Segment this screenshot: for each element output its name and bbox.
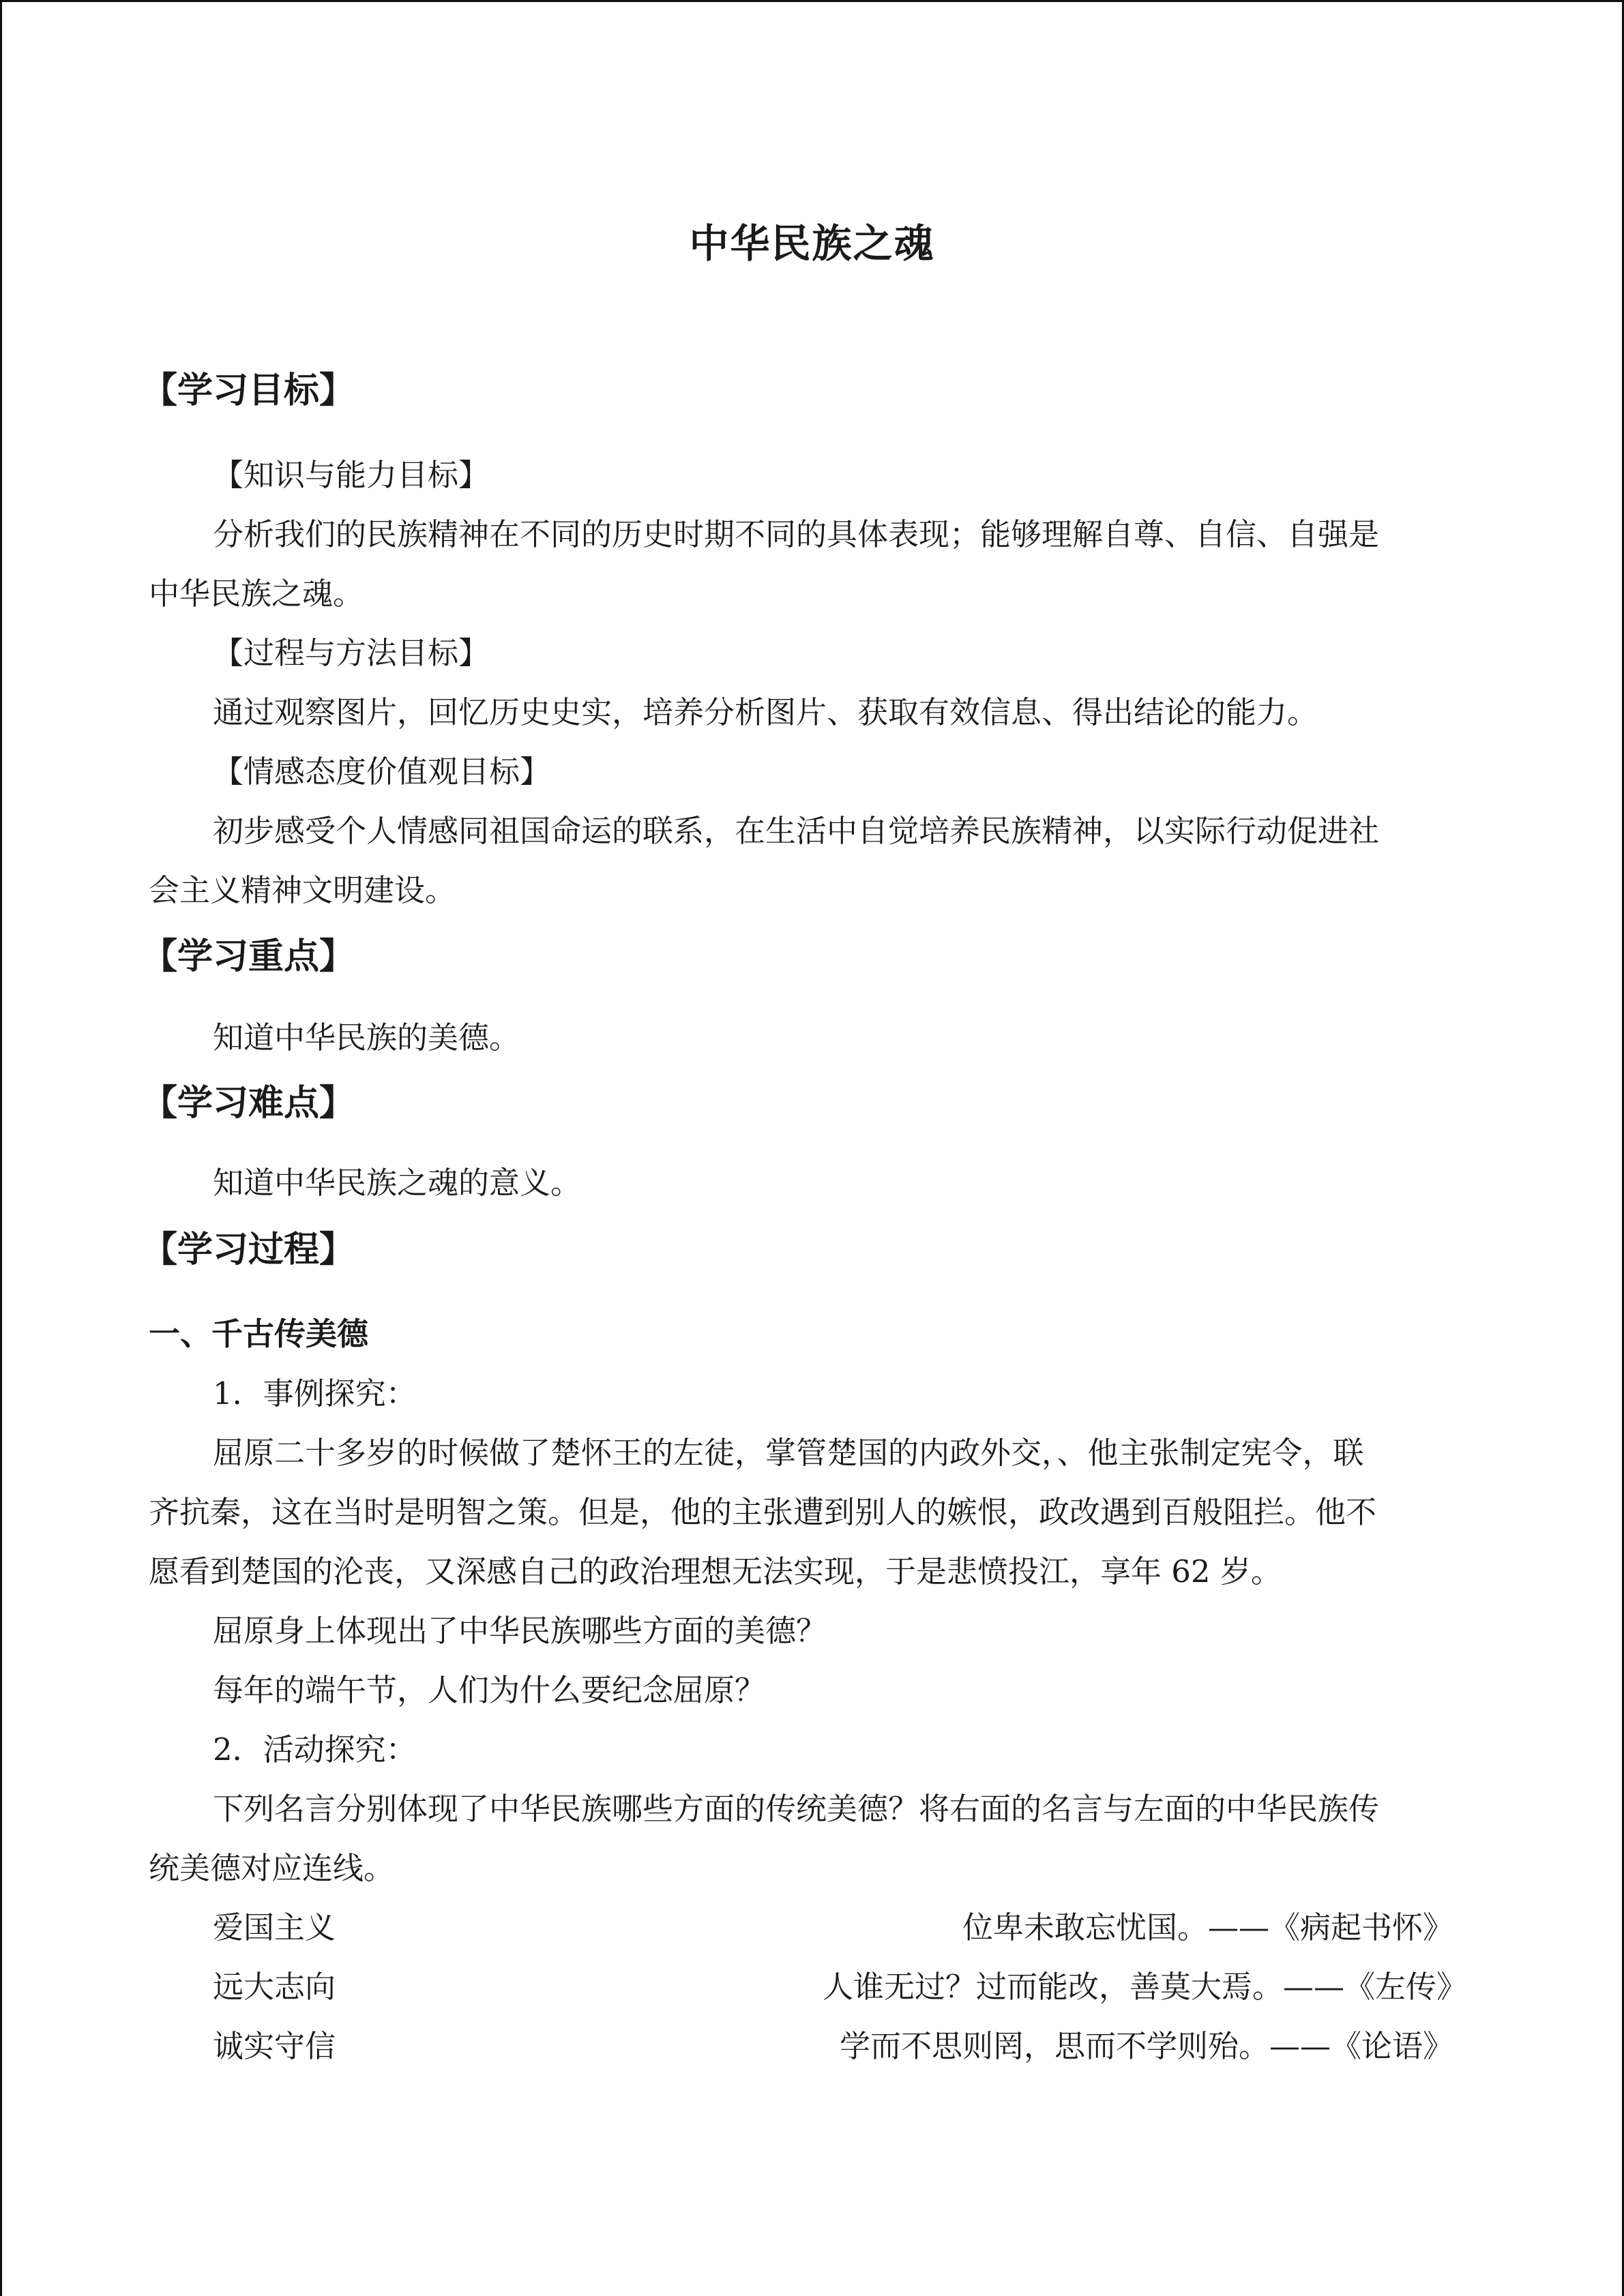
knowledge-goal-label: 【知识与能力目标】: [213, 457, 490, 493]
heading-difficulties: 【学习难点】: [142, 1083, 355, 1124]
heading-key-points: 【学习重点】: [142, 936, 355, 977]
process-goal-line-1: 通过观察图片，回忆历史史实，培养分析图片、获取有效信息、得出结论的能力。: [213, 694, 1318, 730]
question-2: 每年的端午节，人们为什么要纪念屈原？: [213, 1672, 766, 1708]
emotion-goal-line-1: 初步感受个人情感同祖国命运的联系，在生活中自觉培养民族精神，以实际行动促进社: [213, 813, 1380, 849]
story-line-2: 齐抗秦，这在当时是明智之策。但是，他的主张遭到别人的嫉恨，政改遇到百般阻拦。他不: [149, 1494, 1377, 1530]
emotion-goal-line-2: 会主义精神文明建设。: [149, 872, 456, 908]
quote-honesty: 学而不思则罔，思而不学则殆。——《论语》: [839, 2028, 1453, 2064]
difficulties-text: 知道中华民族之魂的意义。: [213, 1165, 582, 1201]
item2-label: 2．活动探究：: [213, 1731, 417, 1768]
activity-line-1: 下列名言分别体现了中华民族哪些方面的传统美德？将右面的名言与左面的中华民族传: [213, 1791, 1380, 1827]
emotion-goal-label: 【情感态度价值观目标】: [213, 754, 551, 790]
quote-ambition: 人谁无过？过而能改，善莫大焉。——《左传》: [822, 1969, 1467, 2005]
key-points-text: 知道中华民族的美德。: [213, 1019, 520, 1056]
heading-goals: 【学习目标】: [142, 370, 355, 411]
story-line-3: 愿看到楚国的沦丧，又深感自己的政治理想无法实现，于是悲愤投江，享年 62 岁。: [149, 1553, 1282, 1590]
virtue-patriotism: 爱国主义: [213, 1909, 336, 1945]
section1-title: 一、千古传美德: [149, 1315, 368, 1352]
activity-line-2: 统美德对应连线。: [149, 1850, 395, 1886]
item1-label: 1．事例探究：: [213, 1375, 417, 1412]
quote-patriotism: 位卑未敢忘忧国。——《病起书怀》: [962, 1909, 1453, 1945]
heading-process: 【学习过程】: [142, 1229, 355, 1270]
question-1: 屈原身上体现出了中华民族哪些方面的美德？: [213, 1613, 827, 1649]
process-goal-label: 【过程与方法目标】: [213, 635, 490, 671]
virtue-honesty: 诚实守信: [213, 2028, 336, 2064]
virtue-ambition: 远大志向: [213, 1969, 336, 2005]
knowledge-goal-line-2: 中华民族之魂。: [149, 576, 364, 612]
story-line-1: 屈原二十多岁的时候做了楚怀王的左徒，掌管楚国的内政外交，、他主张制定宪令，联: [213, 1435, 1364, 1471]
page-title: 中华民族之魂: [689, 220, 935, 267]
knowledge-goal-line-1: 分析我们的民族精神在不同的历史时期不同的具体表现；能够理解自尊、自信、自强是: [213, 516, 1380, 552]
